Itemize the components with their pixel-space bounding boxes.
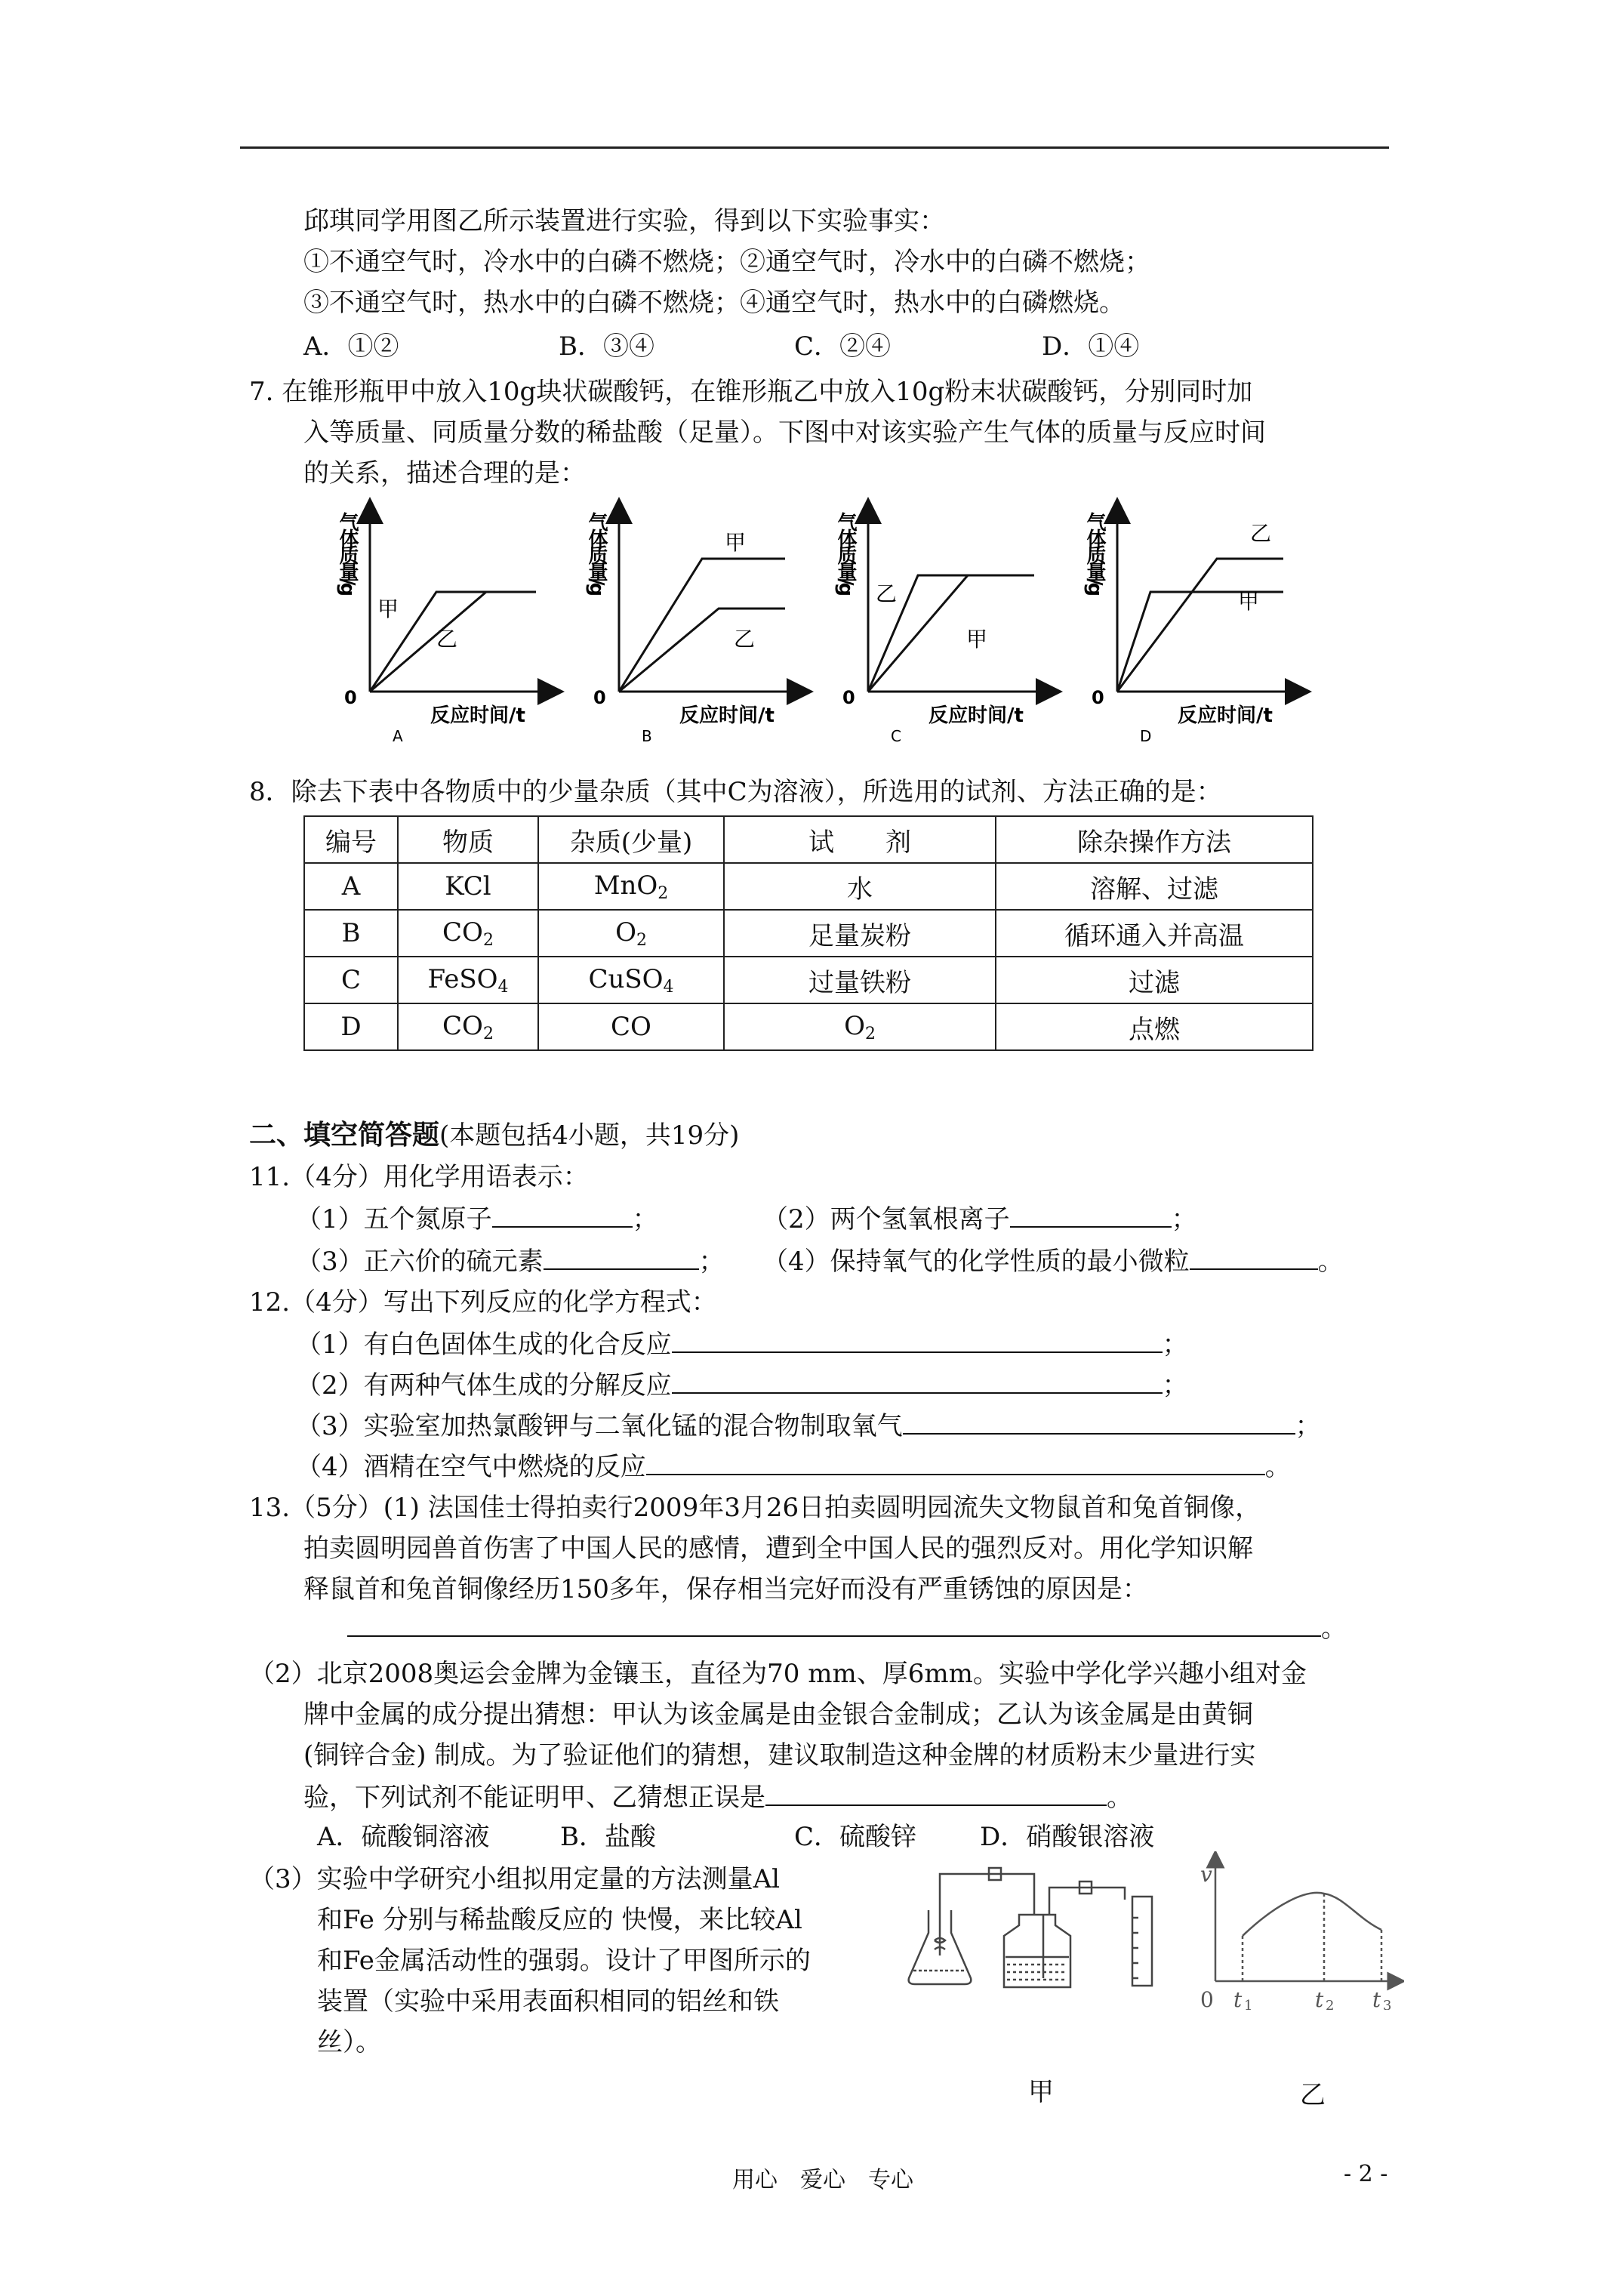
table-cell: FeSO$_4$ [398, 957, 538, 1003]
table-cell: D [304, 1003, 398, 1050]
rate-v-label: v [1200, 1862, 1212, 1887]
q6-option-d: D．①④ [1042, 331, 1140, 362]
chart-x-label: 反应时间/t [929, 704, 1024, 727]
table-cell: 循环通入并高温 [996, 910, 1313, 957]
q11-title: 11.（4分）用化学用语表示： [249, 1162, 589, 1192]
table-cell: MnO$_2$ [538, 863, 724, 910]
header-rule [240, 146, 1389, 149]
graduated-cylinder [1132, 1897, 1152, 1986]
q12-title: 12.（4分）写出下列反应的化学方程式： [249, 1287, 717, 1318]
q13-p2-option-d: D．硝酸银溶液 [980, 1822, 1155, 1852]
bottle-water [1007, 1965, 1067, 1980]
answer-blank[interactable] [672, 1365, 1163, 1394]
series-label: 甲 [725, 530, 747, 555]
answer-blank[interactable] [765, 1777, 1107, 1806]
q8-table [303, 815, 1313, 1051]
table-cell: 溶解、过滤 [996, 863, 1313, 910]
t1-sub: 1 [1244, 1998, 1253, 2010]
q13-line-1: 13.（5分）(1) 法国佳士得拍卖行2009年3月26日拍卖圆明园流失文物鼠首和兔首铜像， [249, 1493, 1261, 1523]
gas-bottle [1004, 1915, 1070, 1987]
series-label: 乙 [1250, 521, 1272, 546]
answer-blank[interactable] [646, 1447, 1265, 1475]
series-label: 甲 [966, 627, 988, 652]
table-cell: C [304, 957, 398, 1003]
chart-origin: 0 [344, 687, 357, 708]
table-header-cell: 除杂操作方法 [996, 816, 1313, 863]
q7-line-1: 7. 在锥形瓶甲中放入10g块状碳酸钙，在锥形瓶乙中放入10g粉末状碳酸钙，分别同时加 [249, 377, 1253, 407]
table-header-cell: 试 剂 [724, 816, 996, 863]
q12-item-1: （1）有白色固体生成的化合反应 ； [296, 1324, 1188, 1364]
table-cell: CuSO$_4$ [538, 957, 724, 1003]
q13-p2-option-a: A．硫酸铜溶液 [317, 1822, 490, 1852]
t2-sub: 2 [1326, 1998, 1335, 2010]
q13-p2-line-2: 牌中金属的成分提出猜想：甲认为该金属是由金银合金制成；乙认为该金属是由黄铜 [303, 1700, 1253, 1730]
q6-option-b: B．③④ [559, 331, 654, 362]
rate-origin: 0 [1200, 1987, 1214, 2010]
table-cell: 过滤 [996, 957, 1313, 1003]
q13-line-3: 释鼠首和兔首铜像经历150多年，保存相当完好而没有严重锈蚀的原因是： [303, 1574, 1148, 1604]
table-cell: $O_2$ [538, 910, 724, 957]
q11-item-1: （1）五个氮原子 ； [296, 1199, 658, 1238]
chart-letter: A [393, 727, 403, 745]
section2-heading: 二、填空简答题 [249, 1119, 440, 1151]
table-cell: CO [538, 1003, 724, 1050]
t2-label: t [1315, 1987, 1324, 2010]
q13-p2-option-c: C．硫酸锌 [794, 1822, 917, 1852]
chart-letter: D [1140, 727, 1152, 745]
series-label: 乙 [876, 581, 898, 606]
footer-motto: 用心 爱心 专心 [732, 2167, 913, 2193]
q13-p3-line-5: 丝）。 [317, 2027, 381, 2057]
table-cell: B [304, 910, 398, 957]
chart-origin: 0 [1092, 687, 1104, 708]
answer-blank[interactable] [672, 1324, 1163, 1353]
intro-line-3: ③不通空气时，热水中的白磷不燃烧；④通空气时，热水中的白磷燃烧。 [303, 288, 1125, 318]
q13-p3-line-3: 和Fe金属活动性的强弱。设计了甲图所示的 [317, 1946, 811, 1976]
q8-title: 8．除去下表中各物质中的少量杂质（其中C为溶液），所选用的试剂、方法正确的是： [249, 777, 1222, 807]
t1-label: t [1233, 1987, 1243, 2010]
apparatus-figure [898, 1857, 1185, 2008]
chart-x-label: 反应时间/t [1178, 704, 1273, 727]
table-header-cell: 编号 [304, 816, 398, 863]
table-cell: 点燃 [996, 1003, 1313, 1050]
t3-sub: 3 [1383, 1998, 1392, 2010]
chart-y-label: 气体质量/g [1083, 512, 1106, 594]
answer-blank[interactable] [347, 1608, 1321, 1637]
answer-blank[interactable] [1010, 1199, 1172, 1228]
figure-label-jia: 甲 [1028, 2077, 1054, 2107]
answer-blank[interactable] [903, 1406, 1295, 1435]
series-label: 甲 [377, 596, 399, 621]
q13-answer-1: 。 [347, 1608, 1347, 1647]
chart-panel-a [336, 510, 551, 745]
q13-line-2: 拍卖圆明园兽首伤害了中国人民的感情，遭到全中国人民的强烈反对。用化学知识解 [303, 1533, 1253, 1564]
q11-item-3: （3）正六价的硫元素 ； [296, 1241, 725, 1281]
chart-letter: B [642, 727, 652, 745]
q13-p2-option-b: B．盐酸 [560, 1822, 656, 1852]
answer-blank[interactable] [1190, 1241, 1318, 1270]
chart-x-label: 反应时间/t [679, 704, 775, 727]
q13-p2-line-1: （2）北京2008奥运会金牌为金镶玉，直径为70 mm、厚6mm。实验中学化学兴趣小组对金 [249, 1659, 1307, 1689]
outlet-tube [1049, 1888, 1125, 1915]
chart-x-label: 反应时间/t [430, 704, 525, 727]
chart-letter: C [891, 727, 901, 745]
q13-p2-line-4: 验，下列试剂不能证明甲、乙猜想正误是 。 [303, 1777, 1132, 1817]
table-row [304, 863, 1313, 910]
table-cell: A [304, 863, 398, 910]
chart-y-label: 气体质量/g [585, 512, 608, 594]
rate-graph [1200, 1851, 1404, 2010]
chart-y-label: 气体质量/g [834, 512, 857, 594]
table-cell: $O_2$ [724, 1003, 996, 1050]
table-cell: 水 [724, 863, 996, 910]
series-label: 甲 [1238, 589, 1260, 614]
q11-item-4: （4）保持氧气的化学性质的最小微粒 。 [762, 1241, 1344, 1281]
q12-item-2: （2）有两种气体生成的分解反应 ； [296, 1365, 1188, 1404]
chart-origin: 0 [593, 687, 606, 708]
series-label: 乙 [734, 627, 756, 652]
chart-panel-d [1083, 510, 1298, 745]
table-cell: $CO_2$ [398, 910, 538, 957]
table-cell: $CO_2$ [398, 1003, 538, 1050]
chart-y-label: 气体质量/g [336, 512, 359, 594]
table-cell: KCl [398, 863, 538, 910]
series-label: 乙 [436, 627, 458, 652]
q6-option-a: A．①② [303, 331, 399, 362]
table-row [304, 957, 1313, 1003]
q7-charts [325, 491, 1336, 763]
chart-origin: 0 [842, 687, 855, 708]
table-header-cell: 杂质(少量) [538, 816, 724, 863]
q13-p3-line-1: （3）实验中学研究小组拟用定量的方法测量Al [249, 1864, 781, 1894]
answer-blank[interactable] [544, 1241, 699, 1270]
q13-p3-line-4: 装置（实验中采用表面积相同的铝丝和铁 [317, 1986, 779, 2017]
connecting-tube [940, 1874, 1034, 1915]
t3-label: t [1372, 1987, 1381, 2010]
figure-label-yi: 乙 [1300, 2080, 1326, 2110]
table-row [304, 910, 1313, 957]
table-header-cell: 物质 [398, 816, 538, 863]
section2-note: (本题包括4小题，共19分) [439, 1120, 740, 1151]
q12-item-4: （4）酒精在空气中燃烧的反应 。 [296, 1447, 1291, 1486]
q13-p3-line-2: 和Fe 分别与稀盐酸反应的 快慢，来比较Al [317, 1905, 802, 1935]
table-row [304, 1003, 1313, 1050]
table-cell: 过量铁粉 [724, 957, 996, 1003]
q12-item-3: （3）实验室加热氯酸钾与二氧化锰的混合物制取氧气 ； [296, 1406, 1321, 1445]
q6-option-c: C．②④ [794, 331, 892, 362]
series-line-1 [1117, 559, 1283, 692]
section2-title [249, 1116, 739, 1154]
page-number: - 2 - [1344, 2161, 1388, 2187]
q13-p2-line-3: (铜锌合金) 制成。为了验证他们的猜想，建议取制造这种金牌的材质粉末少量进行实 [303, 1740, 1256, 1771]
table-cell: 足量炭粉 [724, 910, 996, 957]
rate-curve [1243, 1893, 1381, 1936]
q7-line-3: 的关系，描述合理的是： [303, 458, 586, 488]
q11-item-2: （2）两个氢氧根离子 ； [762, 1199, 1197, 1238]
intro-line-2: ①不通空气时，冷水中的白磷不燃烧；②通空气时，冷水中的白磷不燃烧； [303, 247, 1150, 277]
chart-panel-b [585, 510, 800, 745]
q7-line-2: 入等质量、同质量分数的稀盐酸（足量）。下图中对该实验产生气体的质量与反应时间 [303, 418, 1266, 448]
chart-panel-c [834, 510, 1049, 745]
table-header-row [304, 816, 1313, 863]
intro-line-1: 邱琪同学用图乙所示装置进行实验，得到以下实验事实： [303, 206, 945, 236]
answer-blank[interactable] [492, 1199, 633, 1228]
